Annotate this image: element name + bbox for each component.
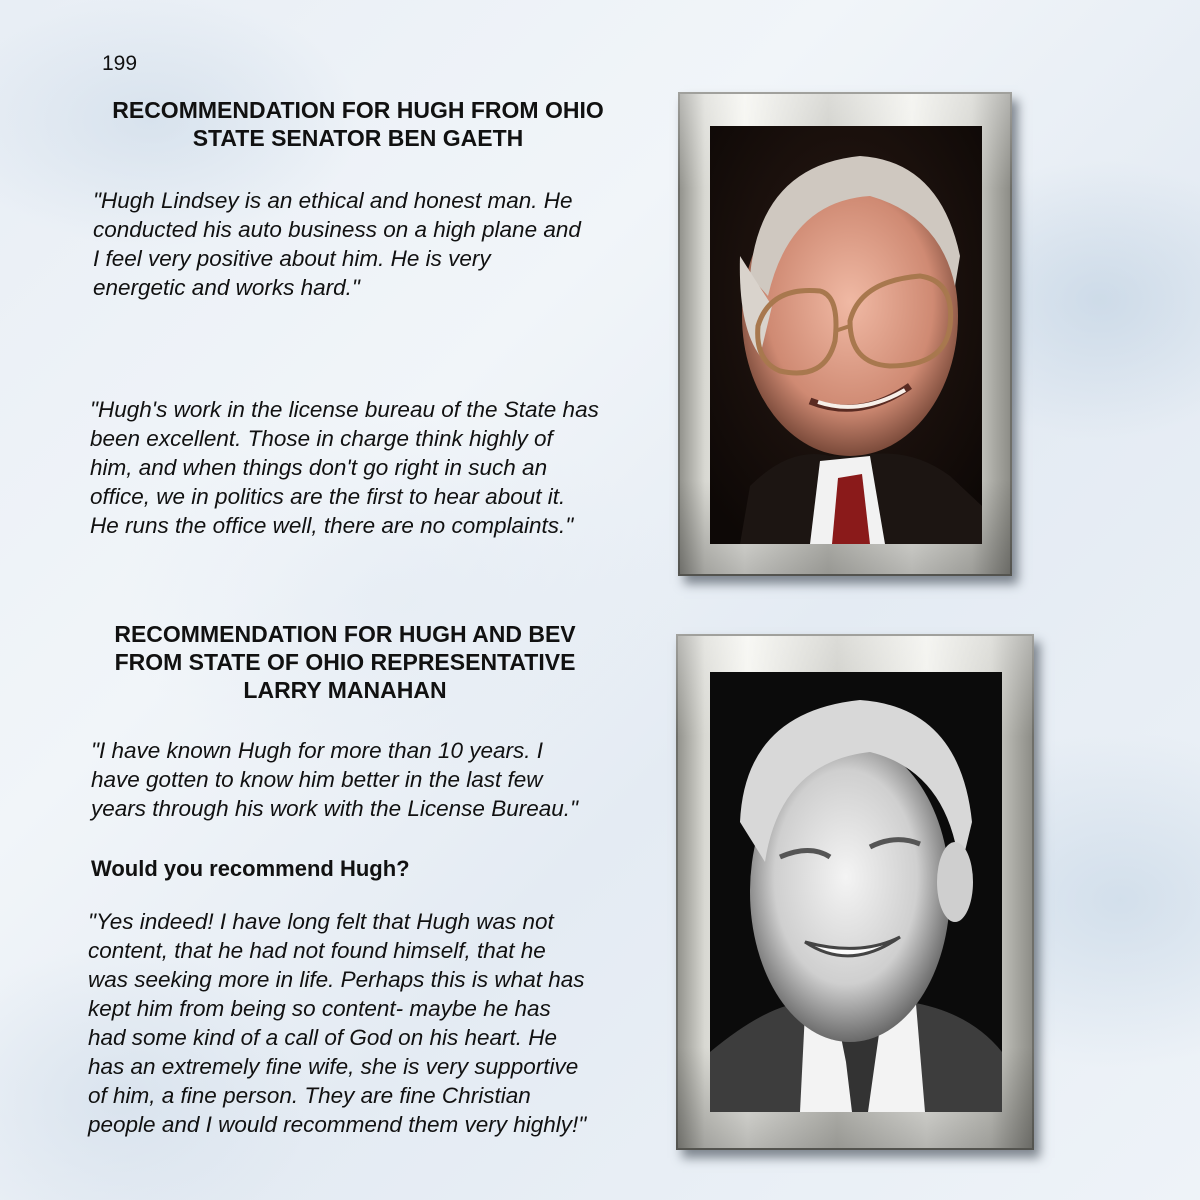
- quote-line: content, that he had not found himself, that he: [88, 938, 546, 963]
- representative-quote-1: [91, 736, 578, 823]
- portrait-photo-senator: [710, 126, 982, 544]
- section-1-heading: [88, 96, 628, 152]
- heading-line: STATE SENATOR BEN GAETH: [192, 125, 524, 151]
- quote-line: have gotten to know him better in the last few: [91, 767, 543, 792]
- quote-line: him, and when things don't go right in such an: [90, 455, 548, 480]
- portrait-frame-senator: [678, 92, 1012, 576]
- heading-line: RECOMMENDATION FOR HUGH AND BEV: [114, 621, 576, 647]
- quote-line: was seeking more in life. Perhaps this is what has: [88, 967, 585, 992]
- heading-line: RECOMMENDATION FOR HUGH FROM OHIO: [112, 97, 604, 123]
- page-number: 199: [102, 52, 138, 75]
- recommend-question: Would you recommend Hugh?: [91, 856, 410, 881]
- quote-line: been excellent. Those in charge think highly of: [90, 426, 553, 451]
- senator-quote-1: [93, 186, 581, 302]
- quote-line: "Yes indeed! I have long felt that Hugh was not: [88, 909, 554, 934]
- section-2-heading: [80, 620, 610, 704]
- quote-line: "I have known Hugh for more than 10 years. I: [91, 738, 543, 763]
- quote-line: energetic and works hard.": [93, 275, 360, 300]
- heading-line: LARRY MANAHAN: [243, 677, 447, 703]
- portrait-image: [710, 126, 982, 544]
- quote-line: years through his work with the License Bureau.": [91, 796, 578, 821]
- quote-line: He runs the office well, there are no complaints.": [90, 513, 574, 538]
- quote-line: office, we in politics are the first to hear about it.: [90, 484, 566, 509]
- quote-line: "Hugh's work in the license bureau of the State has: [90, 397, 599, 422]
- quote-line: has an extremely fine wife, she is very supportive: [88, 1054, 579, 1079]
- quote-line: kept him from being so content- maybe he has: [88, 996, 551, 1021]
- quote-line: of him, a fine person. They are fine Christian: [88, 1083, 531, 1108]
- portrait-photo-representative: [710, 672, 1002, 1112]
- portrait-image: [710, 672, 1002, 1112]
- senator-quote-2: [90, 395, 599, 540]
- quote-line: people and I would recommend them very highly!": [88, 1112, 587, 1137]
- representative-quote-2: [88, 907, 586, 1139]
- quote-line: "Hugh Lindsey is an ethical and honest man. He: [93, 188, 573, 213]
- quote-line: conducted his auto business on a high plane and: [93, 217, 581, 242]
- heading-line: FROM STATE OF OHIO REPRESENTATIVE: [114, 649, 576, 675]
- quote-line: had some kind of a call of God on his heart. He: [88, 1025, 558, 1050]
- quote-line: I feel very positive about him. He is very: [93, 246, 491, 271]
- portrait-frame-representative: [676, 634, 1034, 1150]
